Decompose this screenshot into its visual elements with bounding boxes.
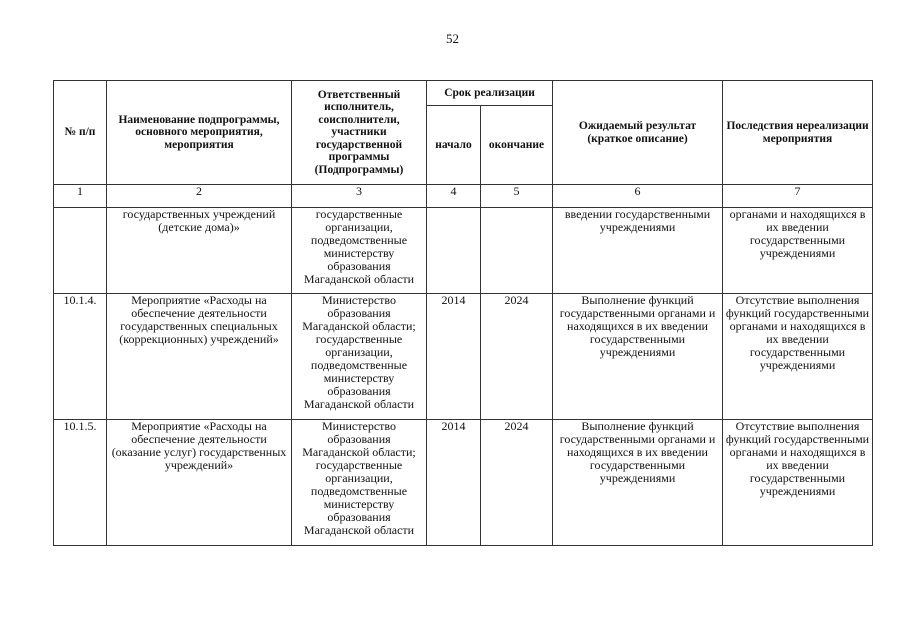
column-number: 3	[292, 185, 427, 208]
row-result: Выполнение функций государственными органами и находящихся в их введении государственными учреждениями	[553, 420, 723, 546]
table-row	[54, 294, 873, 420]
column-number: 1	[54, 185, 107, 208]
page-number: 52	[446, 31, 459, 46]
row-consequences: Отсутствие выполнения функций государственными органами и находящихся в их введении государственными учреждениями	[723, 294, 873, 420]
row-start: 2014	[427, 420, 481, 546]
row-number: 10.1.5.	[54, 420, 107, 546]
header-start: начало	[427, 106, 481, 185]
header-result: Ожидаемый результат (краткое описание)	[553, 81, 723, 185]
column-number: 4	[427, 185, 481, 208]
row-executor: Министерство образования Магаданской области; государственные организации, подведомственные министерству образования Магаданской области	[292, 420, 427, 546]
row-start: 2014	[427, 294, 481, 420]
row-end: 2024	[481, 420, 553, 546]
row-number: 10.1.4.	[54, 294, 107, 420]
table-row	[54, 208, 873, 294]
row-name: Мероприятие «Расходы на обеспечение деятельности государственных специальных (коррекционных) учреждений»	[107, 294, 292, 420]
row-name: Мероприятие «Расходы на обеспечение деятельности (оказание услуг) государственных учреждений»	[107, 420, 292, 546]
row-consequences: Отсутствие выполнения функций государственными органами и находящихся в их введении государственными учреждениями	[723, 420, 873, 546]
column-numbers-row	[54, 185, 873, 208]
table-row	[54, 420, 873, 546]
row-consequences: органами и находящихся в их введении государственными учреждениями	[723, 208, 873, 294]
row-name: государственных учреждений (детские дома)»	[107, 208, 292, 294]
row-result: Выполнение функций государственными органами и находящихся в их введении государственными учреждениями	[553, 294, 723, 420]
column-number: 6	[553, 185, 723, 208]
row-start	[427, 208, 481, 294]
header-period: Срок реализации	[427, 81, 553, 106]
header-num: № п/п	[54, 81, 107, 185]
header-end: окончание	[481, 106, 553, 185]
program-activities-table	[53, 80, 873, 546]
row-result: введении государственными учреждениями	[553, 208, 723, 294]
header-name: Наименование подпрограммы, основного мероприятия, мероприятия	[107, 81, 292, 185]
row-end	[481, 208, 553, 294]
row-executor: государственные организации, подведомственные министерству образования Магаданской области	[292, 208, 427, 294]
row-number	[54, 208, 107, 294]
column-number: 5	[481, 185, 553, 208]
header-row-top	[54, 81, 873, 106]
header-executor: Ответственный исполнитель, соисполнители, участники государственной программы (Подпрограммы)	[292, 81, 427, 185]
column-number: 7	[723, 185, 873, 208]
column-number: 2	[107, 185, 292, 208]
row-executor: Министерство образования Магаданской области; государственные организации, подведомственные министерству образования Магаданской области	[292, 294, 427, 420]
row-end: 2024	[481, 294, 553, 420]
header-consequences: Последствия нереализации мероприятия	[723, 81, 873, 185]
